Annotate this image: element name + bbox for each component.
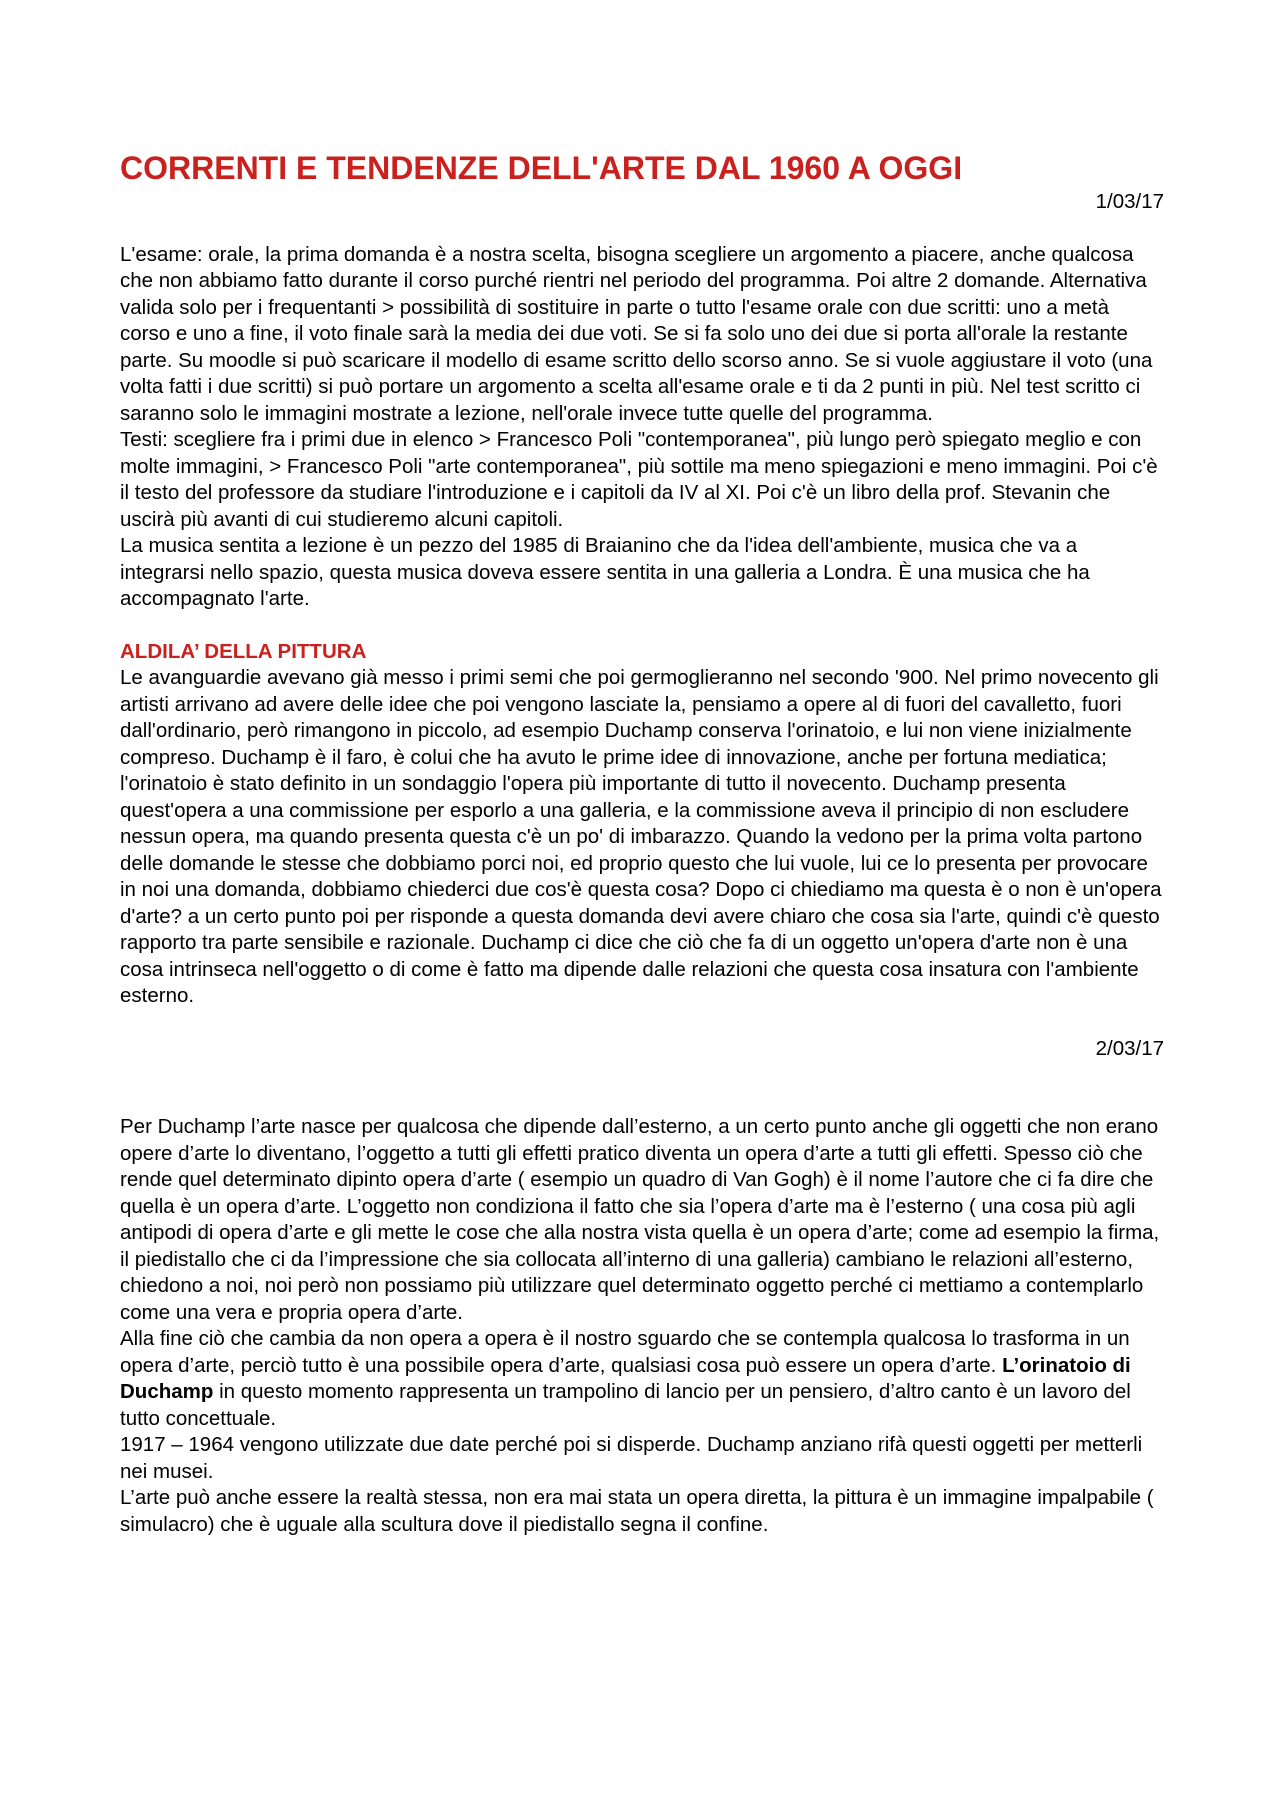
document-title: CORRENTI E TENDENZE DELL'ARTE DAL 1960 A OGGI [120, 150, 963, 186]
paragraph-sguardo [120, 1326, 1164, 1432]
paragraph-realta: L’arte può anche essere la realtà stessa, non era mai stata un opera diretta, la pittura è un immagine impalpabile ( simulacro) che è uguale alla scultura dove il piedistallo segna il confine. [120, 1486, 1154, 1536]
paragraph-dates: 1917 – 1964 vengono utilizzate due date perché poi si disperde. Duchamp anziano rifà questi oggetti per metterli nei musei. [120, 1433, 1143, 1483]
lecture-date-2: 2/03/17 [1095, 1036, 1164, 1060]
lecture-date-1: 1/03/17 [1095, 190, 1164, 213]
paragraph-texts: Testi: scegliere fra i primi due in elenco > Francesco Poli "contemporanea", più lungo però spiegato meglio e con molte immagini, > Francesco Poli "arte contemporanea", più sottile ma meno spiegazioni e meno immagini. Poi c'è il testo del professore da studiare l'introduzione e i capitoli da IV al XI. Poi c'è un libro della prof. Stevanin che uscirà più avanti di cui studieremo alcuni capitoli. [120, 428, 1158, 531]
paragraph-avanguardie: Le avanguardie avevano già messo i primi semi che poi germoglieranno nel secondo '900. Nel primo novecento gli artisti arrivano ad avere delle idee che poi vengono lasciate la, pensiamo a opere al di fuori del cavalletto, fuori dall'ordinario, però rimangono in piccolo, ad esempio Duchamp conserva l'orinatoio, e lui non viene inizialmente compreso. Duchamp è il faro, è colui che ha avuto le prime idee di innovazione, anche per fortuna mediatica; l'orinatoio è stato definito in un sondaggio l'opera più importante di tutto il novecento. Duchamp presenta quest'opera a una commissione per esporlo a una galleria, e la commissione aveva il principio di non escludere nessun opera, ma quando presenta questa c'è un po' di imbarazzo. Quando la vedono per la prima volta partono delle domande le stesse che dobbiamo porci noi, ed proprio questo che lui vuole, lui ce lo presenta per provocare in noi una domanda, dobbiamo chiederci due cos'è questa cosa? Dopo ci chiediamo ma questa è o non è un'opera d'arte? a un certo punto poi per risponde a questa domanda devi avere chiaro che cosa sia l'arte, quindi c'è questo rapporto tra parte sensibile e razionale. Duchamp ci dice che ciò che fa di un oggetto un'opera d'arte non è una cosa intrinseca nell'oggetto o di come è fatto ma dipende dalle relazioni che questa cosa insatura con l'ambiente esterno. [120, 666, 1162, 1007]
paragraph-sguardo-text-b: in questo momento rappresenta un trampolino di lancio per un pensiero, d’altro canto è un lavoro del tutto concettuale. [120, 1380, 1131, 1430]
document-page [120, 150, 1164, 1538]
paragraph-duchamp-art: Per Duchamp l’arte nasce per qualcosa che dipende dall’esterno, a un certo punto anche gli oggetti che non erano opere d’arte lo diventano, l’oggetto a tutti gli effetti pratico diventa un opera d’arte a tutti gli effetti. Spesso ciò che rende quel determinato dipinto opera d’arte ( esempio un quadro di Van Gogh) è il nome l’autore che ci fa dire che quella è un opera d’arte. L’oggetto non condiziona il fatto che sia l’opera d’arte ma è l’esterno ( una cosa più agli antipodi di opera d’arte e gli mette le cose che alla nostra vista quella è un opera d’arte; come ad esempio la firma, il piedistallo che ci da l’impressione che sia collocata all’interno di una galleria) cambiano le relazioni all’esterno, chiedono a noi, noi però non possiamo più utilizzare quel determinato oggetto perché ci mettiamo a contemplarlo come una vera e propria opera d’arte. [120, 1115, 1160, 1324]
paragraph-sguardo-text-a: Alla fine ciò che cambia da non opera a opera è il nostro sguardo che se contempla qualcosa lo trasforma in un opera d’arte, perciò tutto è una possibile opera d’arte, qualsiasi cosa può essere un opera d’arte. [120, 1327, 1130, 1377]
paragraph-exam: L'esame: orale, la prima domanda è a nostra scelta, bisogna scegliere un argomento a piacere, anche qualcosa che non abbiamo fatto durante il corso purché rientri nel periodo del programma. Poi altre 2 domande. Alternativa valida solo per i frequentanti > possibilità di sostituire in parte o tutto l'esame orale con due scritti: uno a metà corso e uno a fine, il voto finale sarà la media dei due voti. Se si fa solo uno dei due si porta all'orale la restante parte. Su moodle si può scaricare il modello di esame scritto dello scorso anno. Se si vuole aggiustare il voto (una volta fatti i due scritti) si può portare un argomento a scelta all'esame orale e ti da 2 punti in più. Nel test scritto ci saranno solo le immagini mostrate a lezione, nell'orale invece tutte quelle del programma. [120, 242, 1153, 425]
bold-orinatoio: L’orinatoio di Duchamp [120, 1353, 1131, 1403]
section-heading: ALDILA’ DELLA PITTURA [120, 639, 367, 663]
paragraph-music: La musica sentita a lezione è un pezzo del 1985 di Braianino che da l'idea dell'ambiente, musica che va a integrarsi nello spazio, questa musica doveva essere sentita in una galleria a Londra. È una musica che ha accompagnato l'arte. [120, 534, 1090, 610]
